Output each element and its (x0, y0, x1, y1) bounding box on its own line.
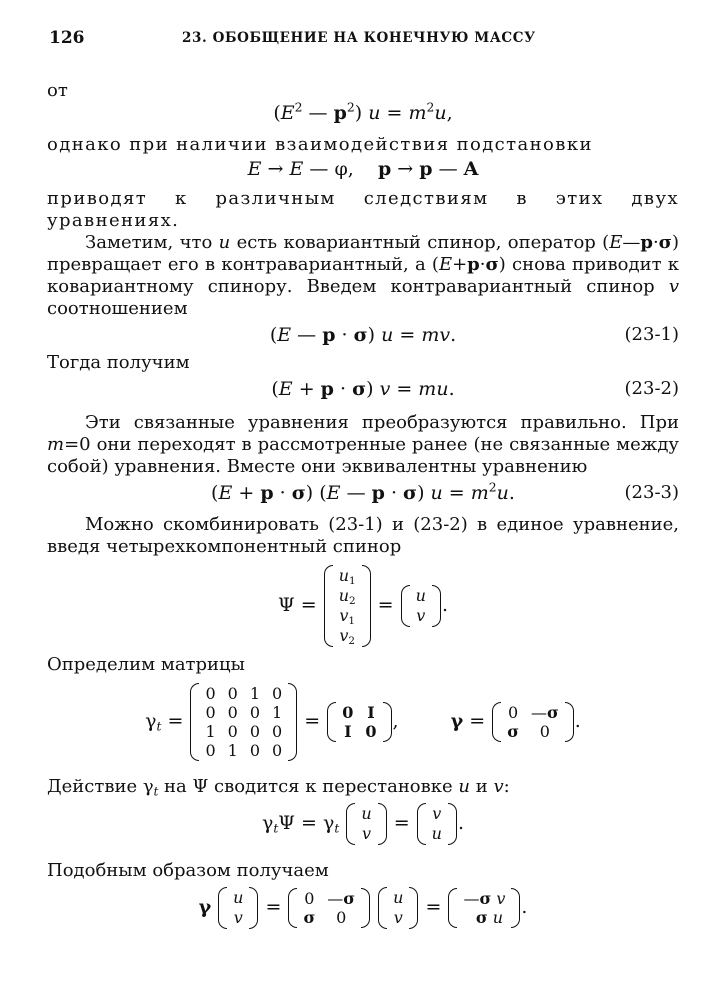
matrix-psi-uv: u v (400, 584, 442, 628)
page-body (47, 80, 679, 938)
matrix-u-v-3: u v (377, 886, 419, 930)
page-number: 126 (49, 28, 85, 48)
paragraph-similar: Подобным образом получаем (47, 860, 329, 881)
paragraph-coupled: Эти связанные уравнения преобразуются правильно. При m=0 они переходят в рассмотренные ранее (не связанные между собой) уравнения. Вместе они эквивалентны уравнению (47, 412, 679, 477)
note-text-4: снова приводит к ковариантному спинору. Введем контравариантный спинор (47, 254, 680, 297)
matrix-psi-components: $u_1$ $u_2$ $v_1$ $v_2$ (323, 564, 372, 648)
action-text-2: на (164, 776, 187, 797)
equation-23-1: (E — p · σ) u = mv. (23-1) (269, 324, 679, 346)
note-text-3: превращает его в контравариантный, а (47, 254, 426, 275)
matrix-gamma-vector: 0 —σ σ 0 (491, 701, 575, 743)
equation-gamma-vector-psi: γ u v = 0 —σ σ 0 u v = —σ v σ u . (47, 882, 679, 938)
running-title: 23. ОБОБЩЕНИЕ НА КОНЕЧНУЮ МАССУ (182, 30, 536, 46)
equation-number-23-2: (23-2) (624, 378, 679, 399)
paragraph-combine: Можно скомбинировать (23-1) и (23-2) в единое уравнение, введя четырехкомпонентный спинор (47, 514, 679, 557)
coupled-text-1: Эти связанные уравнения преобразуются правильно. При (85, 412, 679, 433)
paragraph-define: Определим матрицы (47, 654, 245, 675)
equation-substitution: E → E — φ, p → p — A (247, 158, 479, 180)
note-text-5: соотношением (47, 298, 188, 319)
action-text-3: сводится к перестановке (214, 776, 453, 797)
action-text-and: и (475, 776, 488, 797)
note-text-2: есть ковариантный спинор, оператор (236, 232, 596, 253)
equation-klein-gordon: ($E^2$ — $p^2$) $u = m^2u$, (273, 100, 453, 124)
matrix-u-v-2: u v (217, 886, 259, 930)
equation-number-23-3: (23-3) (624, 482, 679, 503)
paragraph-note: Заметим, что u есть ковариантный спинор, оператор (E—p·σ) превращает его в контравариантный, а (E+p·σ) снова приводит к ковариантному спинору. Введем контравариантный спинор v соотношением (47, 232, 680, 319)
paragraph-from: от (47, 80, 68, 101)
matrix-result: —σ v σ u (447, 887, 521, 929)
page-header (47, 28, 677, 52)
coupled-text-2: они переходят в рассмотренные ранее (не связанные между собой) уравнения. Вместе они эквивалентны уравнению (47, 434, 679, 477)
matrix-gamma-t-block: 0 I I 0 (326, 701, 392, 743)
equation-psi: Ψ = $u_1$ $u_2$ $v_1$ $v_2$ = u v . (278, 566, 448, 648)
action-text-1: Действие (47, 776, 138, 797)
paragraph-however: однако при наличии взаимодействия подстановки (47, 134, 593, 155)
matrix-u-v-1: u v (345, 802, 387, 846)
note-text-1: Заметим, что (85, 232, 213, 253)
matrix-gamma-vector-2: 0 —σ σ 0 (287, 887, 371, 929)
matrix-gamma-t: 0 0 1 0 0 0 0 1 1 0 0 0 0 1 0 0 (189, 682, 298, 762)
equation-23-2: (E + p · σ) v = mu. (23-2) (271, 378, 679, 400)
paragraph-then: Тогда получим (47, 352, 190, 373)
paragraph-action: Действие $\gamma_t$ на Ψ сводится к перестановке u и v: (47, 776, 510, 799)
paragraph-lead-to: приводят к различным следствиям в этих двух уравнениях. (47, 188, 679, 231)
equation-gamma-t-psi: $\gamma_t\Psi = \gamma_t$ u v = v u . (47, 798, 679, 854)
equation-23-3: (E + p · σ) (E — p · σ) $u = m^2u$. (23-3) (211, 480, 679, 504)
equation-number-23-1: (23-1) (624, 324, 679, 345)
matrix-v-u: v u (416, 802, 458, 846)
equation-gamma-matrices: $\gamma_t$ = 0 0 1 0 0 0 0 1 1 0 0 0 0 1 0 0 = 0 I I 0 , γ = 0 —σ σ 0 . (145, 684, 581, 760)
